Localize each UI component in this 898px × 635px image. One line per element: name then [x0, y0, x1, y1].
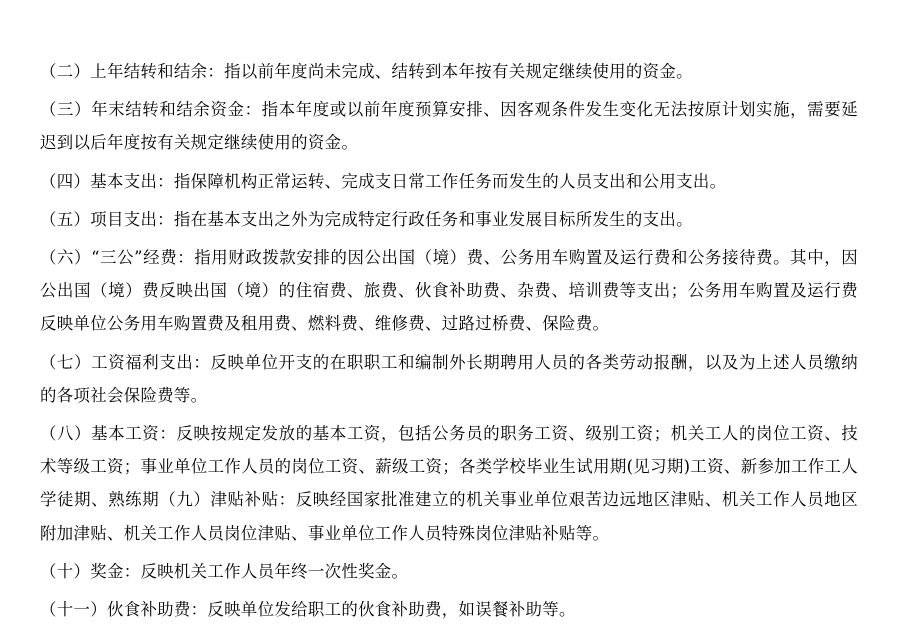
paragraph-2: （二）上年结转和结余：指以前年度尚未完成、结转到本年按有关规定继续使用的资金。	[40, 62, 693, 81]
paragraph-7: （七）工资福利支出：反映单位开支的在职职工和编制外长期聘用人员的各类劳动报酬，以及为上述人员缴纳的各项社会保险费等。	[40, 352, 858, 405]
paragraph-5: （五）项目支出：指在基本支出之外为完成特定行政任务和事业发展目标所发生的支出。	[40, 209, 693, 229]
paragraph-8: （八）基本工资：反映按规定发放的基本工资，包括公务员的职务工资、级别工资；机关工人的岗位工资、技术等级工资；事业单位工作人员的岗位工资、薪级工资；各类学校毕业生试用期(见习期)工资、新参加工作工人学徒期、熟练期（九）津贴补贴：反映经国家批准建立的机关事业单位艰苦边远地区津贴、机关工作人员地区附加津贴、机关工作人员岗位津贴、事业单位工作人员特殊岗位津贴补贴等。	[40, 424, 858, 543]
paragraph-11: （十一）伙食补助费：反映单位发给职工的伙食补助费，如误餐补助等。	[40, 600, 576, 620]
paragraph-3: （三）年末结转和结余资金：指本年度或以前年度预算安排、因客观条件发生变化无法按原计划实施，需要延迟到以后年度按有关规定继续使用的资金。	[40, 100, 858, 153]
paragraph-4: （四）基本支出：指保障机构正常运转、完成支日常工作任务而发生的人员支出和公用支出。	[40, 171, 727, 191]
paragraph-10: （十）奖金：反映机关工作人员年终一次性奖金。	[40, 561, 409, 581]
paragraph-6: （六）“三公”经费：指用财政拨款安排的因公出国（境）费、公务用车购置及运行费和公务接待费。其中，因公出国（境）费反映出国（境）的住宿费、旅费、伙食补助费、杂费、培训费等支出；公务用车购置及运行费反映单位公务用车购置费及租用费、燃料费、维修费、过路过桥费、保险费。	[40, 248, 858, 334]
